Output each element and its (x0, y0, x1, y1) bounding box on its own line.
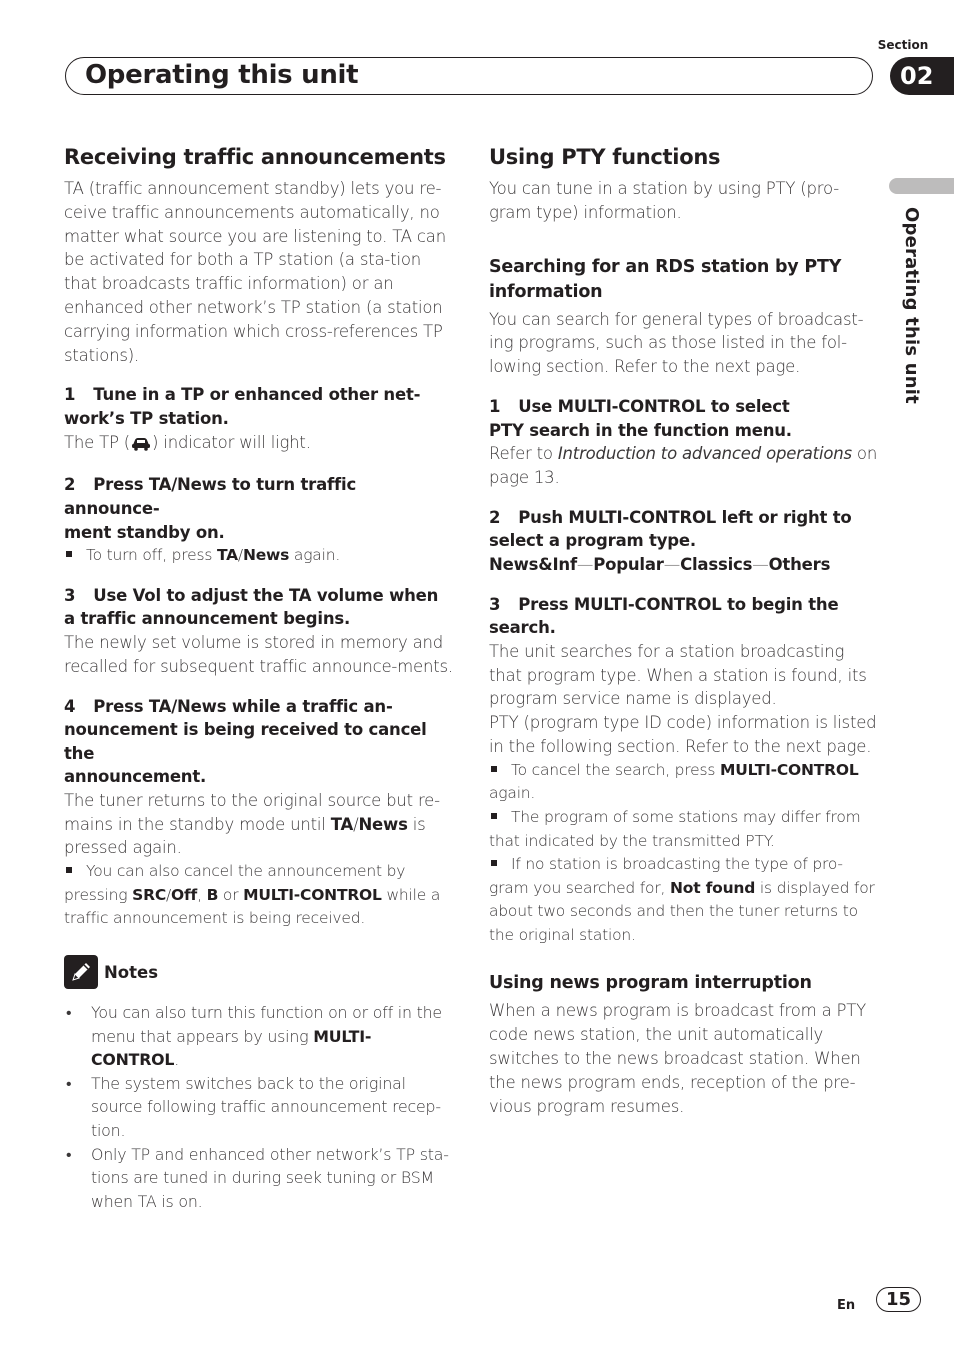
page-title: Operating this unit (85, 60, 359, 90)
side-tab-text: Operating this unit (901, 207, 922, 404)
not-found-bullet: If no station is broadcasting the type of pro-gram you searched for, Not found is displayed for about two seconds and then the tuner returns to the original station. (489, 855, 875, 944)
step-4: 4 Press TA/News while a traffic an- nouncement is being received to cancel the announcement. (64, 696, 427, 787)
side-tab-marker (889, 178, 954, 194)
traffic-intro: TA (traffic announcement standby) lets you re-ceive traffic announcements automatically, no matter what source you are listening to. TA can be activated for both a TP station (a sta-tion that broadcasts traffic information) or an enhanced other network’s TP station (a station carrying information which cross-references TP stations). (64, 179, 446, 365)
step-1-body: The TP ( ) indicator will light. (64, 431, 454, 458)
note-item: • The system switches back to the original source following traffic announcement recep-tion. (66, 1073, 441, 1141)
subheading-news-interruption: Using news program interruption (489, 973, 812, 994)
pencil-note-icon (64, 955, 98, 989)
step-2: 2 Push MULTI-CONTROL left or right to select a program type. (489, 507, 852, 551)
square-bullet-icon (491, 813, 497, 819)
page-number: 15 (876, 1287, 921, 1312)
step-4-body: The tuner returns to the original source but re-mains in the standby mode until TA/News is pressed again. (64, 790, 440, 858)
step-4-bullet: You can also cancel the announcement by pressing SRC/Off, B or MULTI-CONTROL while a traffic announcement is being received. (64, 862, 441, 928)
left-column (64, 143, 454, 1213)
cancel-search-bullet: To cancel the search, press MULTI-CONTROL again. (489, 760, 859, 803)
step-1: 1 Use MULTI-CONTROL to select PTY search in the function menu. (489, 396, 792, 440)
section-number-badge: 02 (890, 57, 954, 95)
section-label: Section (877, 38, 929, 52)
step-2: 2 Press TA/News to turn traffic announce- ment standby on. (64, 475, 357, 542)
square-bullet-icon (491, 766, 497, 772)
step-3: 3 Use Vol to adjust the TA volume when a traffic announcement begins. (64, 585, 439, 629)
step-2-bullet: To turn off, press TA/News again. (64, 544, 454, 568)
step-3-body-pty-info: PTY (program type ID code) information is listed in the following section. Refer to the next page. (489, 713, 877, 756)
step-3-body: The newly set volume is stored in memory and recalled for subsequent traffic announce-ments. (64, 632, 453, 676)
square-bullet-icon (491, 860, 497, 866)
subheading-rds-search: Searching for an RDS station by PTY information (489, 256, 842, 302)
step-1: 1 Tune in a TP or enhanced other net- work’s TP station. (64, 385, 421, 428)
square-bullet-icon (66, 867, 72, 873)
pty-differ-bullet: The program of some stations may differ from that indicated by the transmitted PTY. (489, 807, 861, 850)
section-heading-traffic: Receiving traffic announcements (64, 145, 446, 169)
pty-intro: You can tune in a station by using PTY (pro-gram type) information. (489, 179, 839, 222)
right-column (489, 143, 879, 1118)
section-heading-pty: Using PTY functions (489, 145, 721, 169)
header-bar (65, 57, 873, 95)
step-3: 3 Press MULTI-CONTROL to begin the search. (489, 594, 839, 638)
language-code: En (837, 1298, 856, 1313)
rds-search-body: You can search for general types of broadcast-ing programs, such as those listed in the fol-lowing section. Refer to the next page. (489, 309, 864, 377)
tp-indicator-icon (130, 434, 152, 458)
notes-label: Notes (104, 962, 159, 982)
note-item: • Only TP and enhanced other network’s TP sta-tions are tuned in during seek tuning or BSM when TA is on. (66, 1144, 449, 1211)
step-3-body: The unit searches for a station broadcasting that program type. When a station is found, its program service name is displayed. (489, 641, 867, 709)
notes-header (64, 955, 454, 989)
step-1-body: Refer to Introduction to advanced operations on page 13. (489, 444, 878, 487)
program-type-options: News&Inf—Popular—Classics—Others (489, 554, 831, 574)
news-interruption-body: When a news program is broadcast from a PTY code news station, the unit automatically switches to the news broadcast station. When the news program ends, reception of the pre-vious program resumes. (489, 1001, 867, 1116)
square-bullet-icon (66, 551, 72, 557)
note-item: • You can also turn this function on or off in the menu that appears by using MULTI-CONTROL. (66, 1003, 442, 1070)
